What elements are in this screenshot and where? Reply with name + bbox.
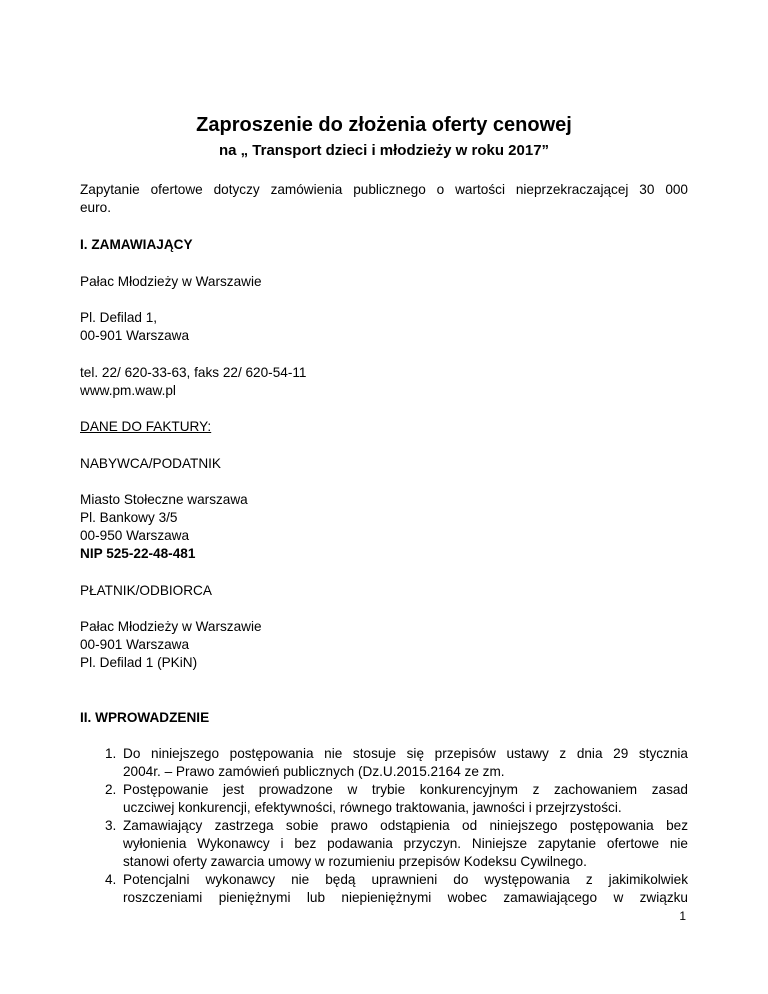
section-heading-zamawiajacy: I. ZAMAWIAJĄCY bbox=[80, 237, 193, 252]
buyer-label: NABYWCA/PODATNIK bbox=[80, 456, 221, 471]
list-item-line: uczciwej konkurencji, efektywności, równego traktowania, jawności i przejrzystości. bbox=[123, 800, 622, 815]
list-item-line: roszczeniami pieniężnymi lub niepieniężnymi wobec zamawiającego w związku bbox=[123, 890, 688, 905]
payer-name: Pałac Młodzieży w Warszawie bbox=[80, 619, 262, 634]
list-item-line: Postępowanie jest prowadzone w trybie konkurencyjnym z zachowaniem zasad bbox=[123, 782, 688, 797]
intro-line-1: Zapytanie ofertowe dotyczy zamówienia publicznego o wartości nieprzekraczającej 30 000 bbox=[80, 182, 688, 197]
buyer-address-2: 00-950 Warszawa bbox=[80, 528, 190, 543]
orderer-website: www.pm.waw.pl bbox=[80, 383, 176, 398]
list-item-number: 3. bbox=[105, 818, 117, 833]
intro-line-2: euro. bbox=[80, 200, 111, 215]
invoice-heading: DANE DO FAKTURY: bbox=[80, 419, 212, 434]
list-item-number: 2. bbox=[105, 782, 117, 797]
list-item-line: Potencjalni wykonawcy nie będą uprawnieni do występowania z jakimikolwiek bbox=[123, 872, 688, 887]
list-item-line: wyłonienia Wykonawcy i bez podawania przyczyn. Niniejsze zapytanie ofertowe nie bbox=[123, 836, 688, 851]
orderer-address-2: 00-901 Warszawa bbox=[80, 328, 190, 343]
payer-address-1: 00-901 Warszawa bbox=[80, 637, 190, 652]
list-item-line: Do niniejszego postępowania nie stosuje się przepisów ustawy z dnia 29 stycznia bbox=[123, 746, 688, 761]
buyer-name: Miasto Stołeczne warszawa bbox=[80, 492, 248, 507]
payer-label: PŁATNIK/ODBIORCA bbox=[80, 583, 212, 598]
list-item-number: 1. bbox=[105, 746, 117, 761]
buyer-address-1: Pl. Bankowy 3/5 bbox=[80, 510, 178, 525]
section-heading-wprowadzenie: II. WPROWADZENIE bbox=[80, 710, 210, 725]
payer-address-2: Pl. Defilad 1 (PKiN) bbox=[80, 655, 198, 670]
list-item-line: stanowi oferty zawarcia umowy w rozumieniu przepisów Kodeksu Cywilnego. bbox=[123, 854, 587, 869]
list-item-line: 2004r. – Prawo zamówień publicznych (Dz.U.2015.2164 ze zm. bbox=[123, 764, 505, 779]
document-subtitle: na „ Transport dzieci i młodzieży w roku 2017” bbox=[218, 142, 550, 159]
page-number: 1 bbox=[679, 909, 686, 923]
document-title: Zaproszenie do złożenia oferty cenowej bbox=[196, 114, 572, 136]
buyer-nip: NIP 525-22-48-481 bbox=[80, 546, 196, 561]
orderer-phone: tel. 22/ 620-33-63, faks 22/ 620-54-11 bbox=[80, 365, 307, 380]
list-item-line: Zamawiający zastrzega sobie prawo odstąpienia od niniejszego postępowania bez bbox=[123, 818, 688, 833]
list-item-number: 4. bbox=[105, 872, 117, 887]
orderer-name: Pałac Młodzieży w Warszawie bbox=[80, 274, 262, 289]
orderer-address-1: Pl. Defilad 1, bbox=[80, 310, 158, 325]
